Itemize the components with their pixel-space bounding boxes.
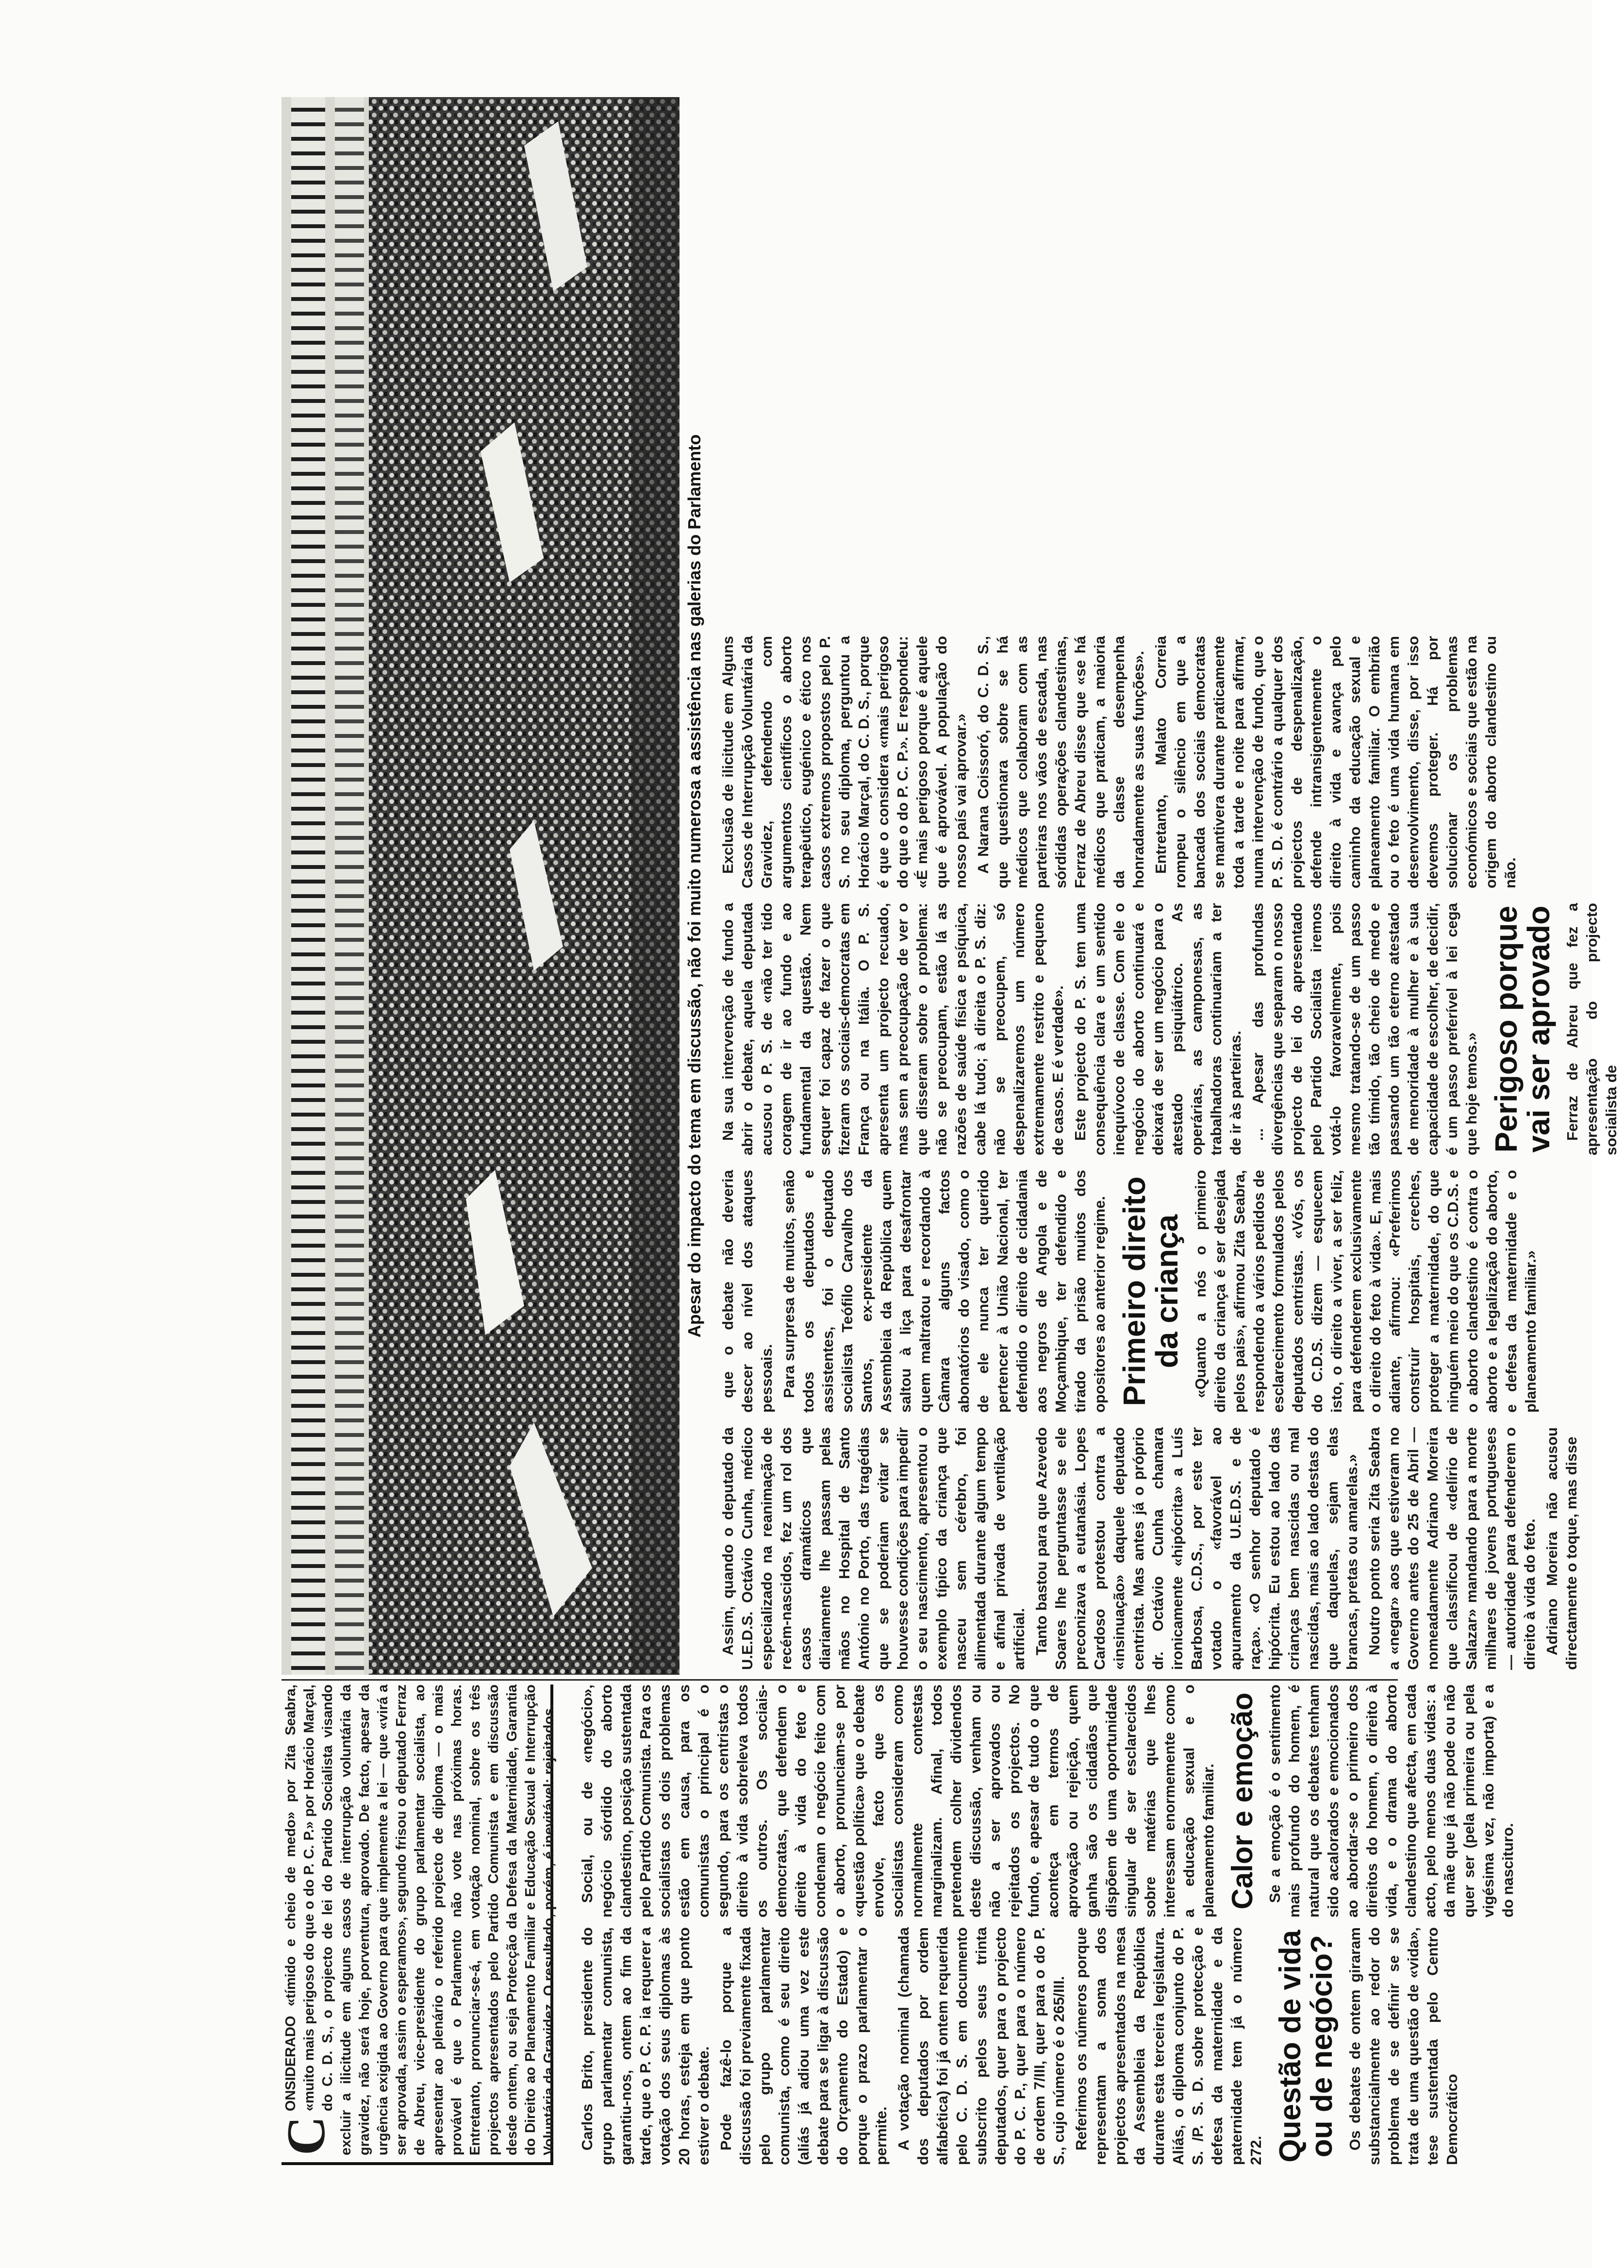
col1-paragraph: Carlos Brito, presidente do grupo parlamentar comunista, garantiu-nos, ontem ao fim da tarde, que o P. C. P. ia requerer a votação dos seus diplomas às 20 horas, esteja em que ponto estiver o debate.: [579, 1927, 712, 2165]
column-6: [718, 636, 1523, 888]
col2b-paragraph: Se a emoção é o sentimento mais profundo do homem, é natural que os debates tenham sido acalorados e emocionados ao abordar-se o primeiro dos direitos do homem, o direito à vida, e o drama do aborto clandestino que afecta, em cada acto, pelo menos duas vidas: a da mãe que já não pode ou não quer ser (pela primeira ou pela vigésima vez, não importa) e a do nascituro.: [1266, 1684, 1516, 1918]
rotated-article-sheet: [53, 83, 1620, 2170]
column-1: [578, 1927, 1465, 2165]
col1-paragraph: Pode fazê-lo porque a discussão foi previamente fixada pelo grupo parlamentar comunista, como é seu direito (aliás já adiou uma vez este debate para se ligar à discussão do Orçamento do Estado) e porque o prazo parlamentar o permite.: [717, 1927, 890, 2165]
parliament-photo: [282, 97, 679, 1675]
col4-paragraph: que o debate não deveria descer ao nível dos ataques pessoais.: [719, 1170, 775, 1413]
col1b-paragraph: Os debates de ontem giraram substancialmente ao redor do problema de se definir se se trata de uma questão de «vida», tese sustentada pelo Centro Democrático: [1346, 1927, 1461, 2165]
heading-questao-de-vida: Questão de vida ou de negócio?: [1274, 1930, 1339, 2163]
lead-paragraph: [276, 1684, 557, 2165]
parliament-photo-image: [282, 97, 679, 1675]
col5-paragraph: Na sua intervenção de fundo a abrir o debate, aquela deputada acusou o P. S. de «não ter tido coragem de ir ao fundo e ao fundamental da questão. Nem sequer foi capaz de fazer o que fizeram os sociais-democratas em França ou na Itália. O P. S. apresenta um projecto recuado, mas sem a preocupação de ver o que disseram sobre o problema: não se preocupam, estão lá as razões de saúde física e psíquica, cabe lá tudo; à direita o P. S. diz: não se preocupem, só despenalizaremos um número extremamente restrito e pequeno de casos. E é verdade».: [719, 903, 1066, 1155]
col3-paragraph: Tanto bastou para que Azevedo Soares lhe perguntasse se ele preconizava a eutanásia. Lopes Cardoso protestou contra a «insinuação» daquele deputado centrista. Mas antes já o próprio dr. Octávio Cunha chamara ironicamente «hipócrita» a Luís Barbosa, C.D.S., por este ter votado o «favorável ao apuramento da U.E.D.S. e de raça». «O senhor deputado é hipócrita. Eu estou ao lado das crianças bem nascidas ou mal nascidas, mais ao lado destas do que daquelas, sejam elas brancas, pretas ou amarelas.»: [1033, 1427, 1360, 1670]
col1-paragraph: Referimos os números porque representam a soma dos projectos apresentados na mesa da Assembleia da República durante esta terceira legislatura. Aliás, o diploma conjunto do P. S. /P. S. D. sobre protecção e defesa da maternidade e da paternidade tem já o número 272.: [1073, 1927, 1264, 2165]
col2-paragraph: Social, ou de «negócio», negócio sórdido do aborto clandestino, posição sustentada pelo Partido Comunista. Para os socialistas os dois problemas estão em causa, para os comunistas o principal é o segundo, para os centristas o direito à vida sobreleva todos os outros. Os sociais-democratas, que defendem o direito à vida do feto e condenam o negócio feito com o aborto, pronunciam-se por «questão política» que o debate envolve, facto que os socialistas consideram como normalmente contestas marginalizam. Afinal, todos pretendem colher dividendos deste discussão, venham ou não a ser aprovados ou rejeitados os projectos. No fundo, e apesar de tudo o que aconteça em termos de aprovação ou rejeição, quem ganha são os cidadãos que dispõem de uma oportunidade singular de ser esclarecidos sobre matérias que lhes interessam enormemente como a educação sexual e o planeamento familiar.: [579, 1684, 1217, 1918]
col3-paragraph: Adriano Moreira não acusou directamente o toque, mas disse: [1543, 1427, 1580, 1670]
col4-paragraph: Para surpresa de muitos, senão todos os deputados e assistentes, foi o deputado socialista Teófilo Carvalho dos Santos, ex-presidente da Assembleia da República quem saltou à liça para desafrontar quem maltratou e recordando à Câmara alguns factos abonatórios do visado, como o de ele nunca ter querido pertencer à União Nacional, ter defendido o direito de cidadania aos negros de Angola e de Moçambique, ter defendido e tirado da prisão muitos dos opositores ao anterior regime.: [780, 1170, 1108, 1413]
col3-paragraph: Assim, quando o deputado da U.E.D.S. Octávio Cunha, médico especializado na reanimação de recém-nascidos, fez um rol dos casos dramáticos que diariamente lhe passam pelas mãos no Hospital de Santo António no Porto, das tragédias que se poderiam evitar se houvesse condições para impedir o seu nascimento, apresentou o exemplo típico da criança que nasceu sem cérebro, foi alimentada durante algum tempo e afinal privada de ventilação artificial.: [719, 1427, 1027, 1670]
column-5: [718, 903, 1624, 1155]
heading-calor-e-emocao: Calor e emoção: [1226, 1692, 1259, 1910]
photo-caption: Apesar do impacto do tema em discussão, não foi muito numerosa a assistência nas galerias do Parlamento: [684, 434, 704, 1338]
col6-paragraph: A Narana Coissoró, do C. D. S., que questionara sobre se há médicos que colaboram com as parteiras nos vãos de escada, nas sórdidas operações clandestinas, Ferraz de Abreu disse que «se há médicos que praticam, a maioria da classe desempenha honradamente as suas funções».: [975, 636, 1147, 888]
col3-paragraph: Noutro ponto seria Zita Seabra a «negar» aos que estiveram no Governo antes do 25 de Abril — nomeadamente Adriano Moreira que classificou de «delírio de Salazar» mandando para a morte milhares de jovens portugueses — autoridade para defenderem o direito à vida do feto.: [1366, 1427, 1538, 1670]
col5b-paragraph: Ferraz de Abreu que fez a apresentação do projecto socialista de: [1564, 903, 1620, 1155]
col5-paragraph: Este projecto do P. S. tem uma consequência clara e um sentido inequívoco de classe. Com ele o negócio do aborto continuará e deixará de ser um negócio para o atestado psiquiátrico. As operárias, as camponesas, as trabalhadoras continuariam a ter de ir às parteiras.: [1072, 903, 1244, 1155]
col4b-paragraph: «Quanto a nós o primeiro direito da criança é ser desejada pelos pais», afirmou Zita Seabra, respondendo a vários pedidos de esclarecimento formulados pelos deputados centristas. «Vós, os do C.D.S. dizem — esquecem isto, o direito a viver, a ser feliz, para defenderem exclusivamente o direito do feto à vida». E, mais adiante, afirmou: «Preferimos construir hospitais, creches, proteger a maternidade, do que ninguém meio do que os C.D.S. e o aborto clandestino é contra o aborto e a legalização do aborto, e defesa da maternidade e o planeamento familiar.»: [1192, 1170, 1540, 1413]
column-2: [578, 1684, 1521, 1918]
column-rule: [282, 1679, 1398, 1681]
column-3: [718, 1427, 1584, 1670]
lead-text: ONSIDERADO «tímido e cheio de medo» por Zita Seabra, «muito mais perigoso do que o do P. C. P.» por Horácio Marçal, do C. D. S., o projecto de lei do Partido Socialista visando excluir a ilicitude em alguns casos de interrupção voluntária da gravidez, não será hoje, porventura, aprovado. De facto, apesar da urgência exigida ao Governo para que implemente a lei — que «virá a ser aprovada, assim o esperamos», segundo frisou o deputado Ferraz de Abreu, vice-presidente do grupo parlamentar socialista, ao apresentar ao plenário o referido projecto de diploma — o mais provável é que o Parlamento não vote nas próximas horas. Entretanto, pronunciar-se-á, em votação nominal, sobre os três projectos apresentados pelo Partido Comunista e em discussão desde ontem, ou seja Protecção da Defesa da Maternidade, Garantia do Direito ao Planeamento Familiar e Educação Sexual e Interrupção Voluntária da Gravidez. O resultado, porém, é inevitável: rejeitados.: [283, 1684, 557, 2155]
heading-perigoso-porque: Perigoso porque vai ser aprovado: [1489, 905, 1557, 1153]
heading-primeiro-direito: Primeiro direito da criança: [1117, 1176, 1185, 1406]
column-4: [718, 1170, 1543, 1413]
col6-paragraph: Exclusão de ilicitude em Alguns Casos de Interrupção Voluntária da Gravidez, defendendo com argumentos científicos o aborto terapêutico, eugénico e ético nos casos extremos propostos pelo P. S. no seu diploma, perguntou a Horácio Marçal, do C. D. S., porque é que o considera «mais perigoso do que o do P. C. P.». E respondeu: «É mais perigoso porque é aquele que é aprovável. A população do nosso país vai aprovar.»: [719, 636, 969, 888]
col6-paragraph: Entretanto, Malato Correia rompeu o silêncio em que a bancada dos sociais democratas se mantivera durante praticamente toda a tarde e noite para afirmar, numa intervenção de fundo, que o P. S. D. é contrário a qualquer dos projectos de despenalização, defende intransigentemente o direito à vida e avança pelo caminho da educação sexual e planeamento familiar. O embrião ou o feto é uma vida humana em desenvolvimento, disse, por isso devemos proteger. Há por solucionar os problemas económicos e sociais que estão na origem do aborto clandestino ou não.: [1152, 636, 1519, 888]
col5-paragraph: ... Apesar das profundas divergências que separam o nosso projecto de lei do apresentado pelo Partido Socialista iremos votá-lo favoravelmente, pois mesmo tratando-se de um passo tão tímido, tão cheio de medo e passando um tão eterno atestado de menoridade à mulher e à sua capacidade de escolher, de decidir, é um passo preferível à lei cega que hoje temos.»: [1249, 903, 1480, 1155]
col1-paragraph: A votação nominal (chamada dos deputados por ordem alfabética) foi já ontem requerida pelo C. D. S. em documento subscrito pelos seus trinta deputados, quer para o projecto do P. C. P., quer para o número de ordem 7/III, quer para o do P. S., cujo número é o 265/III.: [895, 1927, 1067, 2165]
lead-dropcap: C: [276, 2116, 336, 2155]
